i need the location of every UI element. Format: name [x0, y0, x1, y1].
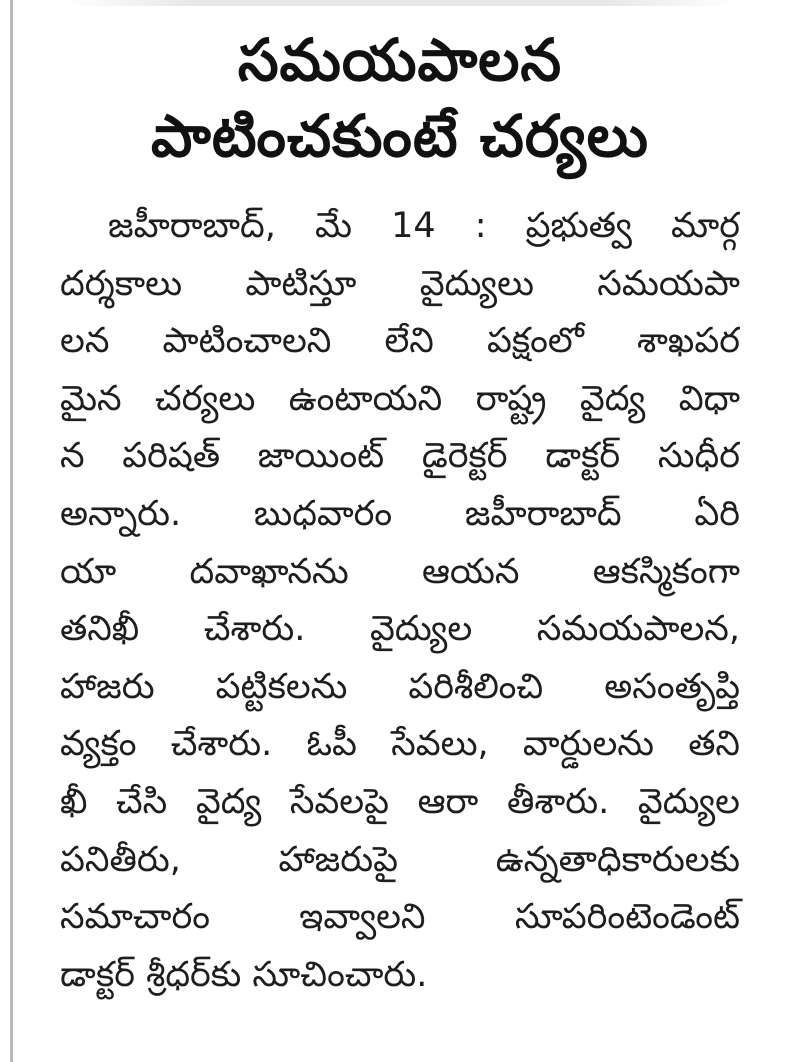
body-line: డాక్టర్ శ్రీధర్‌కు సూచించారు.	[60, 954, 428, 995]
body-line-dateline: జహీరాబాద్, మే 14 : ప్రభుత్వ మార్గ	[108, 206, 740, 246]
body-line: ఖీ చేసి వైద్య సేవలపై ఆరా తీశారు. వైద్యుల	[60, 781, 740, 822]
headline	[60, 22, 740, 174]
news-article	[60, 22, 740, 1004]
body-line: అన్నారు. బుధవారం జహీరాబాద్ ఏరి	[60, 493, 740, 534]
headline-line: పాటించకుంటే చర్యలు	[150, 102, 649, 170]
body-line: దర్శకాలు పాటిస్తూ వైద్యులు సమయపా	[60, 263, 740, 304]
body-line: లన పాటించాలని లేని పక్షంలో శాఖపర	[60, 321, 740, 362]
body-line: వ్యక్తం చేశారు. ఓపీ సేవలు, వార్డులను తని	[60, 724, 740, 765]
body-line: మైన చర్యలు ఉంటాయని రాష్ట్ర వైద్య విధా	[60, 378, 740, 419]
body-line: న పరిషత్ జాయింట్ డైరెక్టర్ డాక్టర్ సుధీర	[60, 436, 740, 477]
body-line: సమాచారం ఇవ్వాలని సూపరింటెండెంట్	[60, 897, 740, 938]
previous-article-edge	[60, 0, 740, 6]
body-line: హాజరు పట్టికలను పరిశీలించి అసంతృప్తి	[60, 666, 740, 707]
body-line: తనిఖీ చేశారు. వైద్యుల సమయపాలన,	[60, 609, 740, 650]
headline-line: సమయపాలన	[237, 26, 563, 94]
body-line: యా దవాఖానను ఆయన ఆకస్మికంగా	[60, 551, 740, 592]
article-body	[60, 198, 740, 1004]
body-line: పనితీరు, హాజరుపై ఉన్నతాధికారులకు	[60, 839, 740, 880]
column-divider	[10, 0, 13, 1062]
